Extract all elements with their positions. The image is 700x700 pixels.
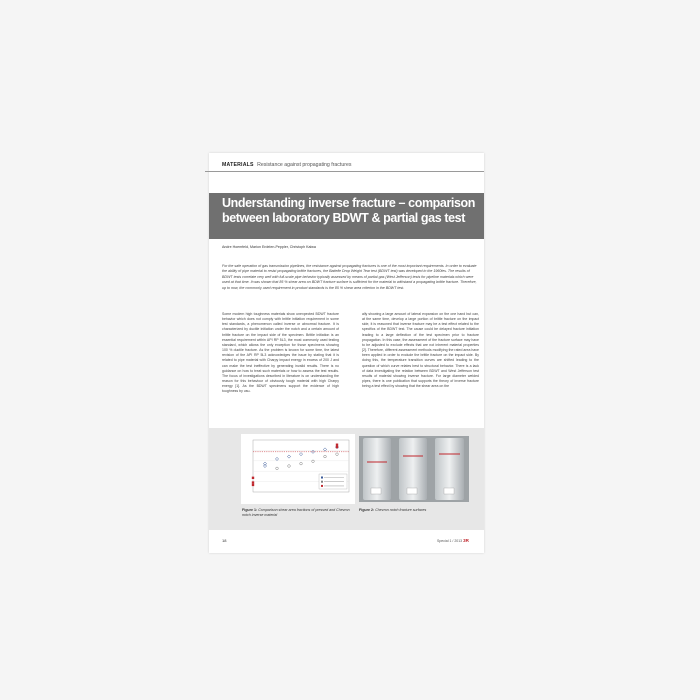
- chart-point: [287, 455, 290, 458]
- page-number: 18: [222, 538, 227, 543]
- figure-1-caption-text: Comparison shear area fractions of pressed and Chevron notch inverse material: [242, 508, 350, 517]
- chart-legend-swatch: [321, 477, 323, 479]
- journal-footer: [437, 538, 469, 543]
- chart-point: [252, 477, 254, 479]
- body-column-left: [222, 312, 339, 395]
- article-authors: Andre Hoemfeld, Marion Erdelen-Peppler, Christoph Kalwa: [222, 245, 316, 249]
- body-text-left: Some modern high toughness materials show unexpected BDWT fracture behavior which does not comply with brittle initiation requirement in some test standards, a phenomenon called inverse or abnormal fracture. It is characterized by ductile initiation under the notch and a certain amount of brittle fracture on the impact side of the specimen. Brittle initiation is an essential requirement within API RP 5L3, the most commonly used testing standard, which allows the only exception for those specimens showing 100 % ductile fracture. As the problem is known for some time, the latest revision of the API RP 5L3 acknowledges the issue by stating that it is related to pipe material with Charpy impact energy in excess of 200 J and can make the test ineffective by generating invalid results. There is no guidance on how to treat such materials or how to assess the test results. The focus of investigations described in literature is on understanding the reason for this behaviour of obviously tough material with high Charpy energy [1]. As the BDWT specimens support the evidence of high toughness by usu-: [222, 312, 339, 394]
- chart-point: [336, 446, 338, 448]
- figure-1-caption: [242, 508, 352, 518]
- chart-point: [276, 467, 279, 470]
- chart-point: [252, 481, 254, 483]
- chart-point: [312, 460, 315, 463]
- chart-point: [300, 462, 303, 465]
- chart-point: [252, 484, 254, 486]
- fracture-surface-photos: [359, 436, 469, 502]
- figure-1-chart: [241, 434, 355, 504]
- chart-point: [288, 465, 291, 468]
- shear-area-chart: [241, 434, 355, 504]
- section-subtitle: Resistance against propagating fractures: [257, 162, 352, 168]
- specimen-2: [399, 438, 427, 500]
- journal-issue: Special 1 / 2013: [437, 539, 463, 543]
- figure-2-caption-text: Chevron notch fracture surfaces: [375, 508, 427, 512]
- article-abstract: For the safe operation of gas transmission pipelines, the resistance against propagating fractures is one of the most important requirements. In order to evaluate the ability of pipe material to resist propagating brittle fractures, the Battelle Drop Weight Tear test (BDWT test) was developed in the 1960ies. The results of BDWT tests correlate very well with full-scale pipe behavior typically assessed by means of partial gas (West Jefferson) tests for pipeline materials which were used at that time. It was shown that 85 % shear area on BDWT fracture surface is sufficient for the material to withstand a propagating brittle fracture. Therefore, up to now, the commonly used requirement in product standards is the 85 % shear area criterion in the BDWT test.: [222, 264, 477, 290]
- figure-2-caption: [359, 508, 469, 513]
- section-name: MATERIALS: [222, 162, 254, 168]
- section-header: [222, 162, 351, 168]
- chart-point: [275, 457, 278, 460]
- figure-1-label: Figure 1:: [242, 508, 258, 512]
- chart-point: [263, 464, 266, 467]
- chart-point: [336, 453, 339, 456]
- chart-point: [263, 462, 266, 465]
- specimen-1: [363, 438, 391, 500]
- chart-point: [299, 453, 302, 456]
- figure-2-photos: [359, 436, 469, 502]
- chart-legend-swatch: [321, 481, 323, 483]
- chart-point: [323, 448, 326, 451]
- chart-legend-swatch: [321, 485, 323, 487]
- journal-logo: 3R: [463, 538, 469, 543]
- body-text-right: ally showing a large amount of lateral expansion on the one hand but can, at the same time, develop a large portion of brittle fracture on the impact side, it is reasoned that inverse fracture may be a test effect related to the specifics of the BDWT test. The cause could be delayed fracture initiation leading to a large deflection of the test specimen prior to fracture propagation. In this case, the assessment of the fracture surface may have to be adjusted to exclude effects that are not inherent material properties [2]. Therefore, different assessment methods modifying the rated area have been applied in order to exclude the brittle fracture on the impact side. By doing this, the temperature transition curves are shifted leading to the question of which curve relates best to structural behavior. There is a lack of data investigating the relation between BDWT and West Jefferson test results of material showing inverse fracture. For large diameter welded pipes, there is one publication that supports the theory of inverse fracture being a test effect by showing that the shear area on the: [362, 312, 479, 389]
- chart-point: [324, 455, 327, 458]
- article-title: Understanding inverse fracture – comparison between laboratory BDWT & partial gas test: [222, 196, 476, 225]
- specimen-3: [435, 438, 464, 500]
- chart-point: [336, 444, 338, 446]
- body-column-right: [362, 312, 479, 389]
- figure-2-label: Figure 2:: [359, 508, 375, 512]
